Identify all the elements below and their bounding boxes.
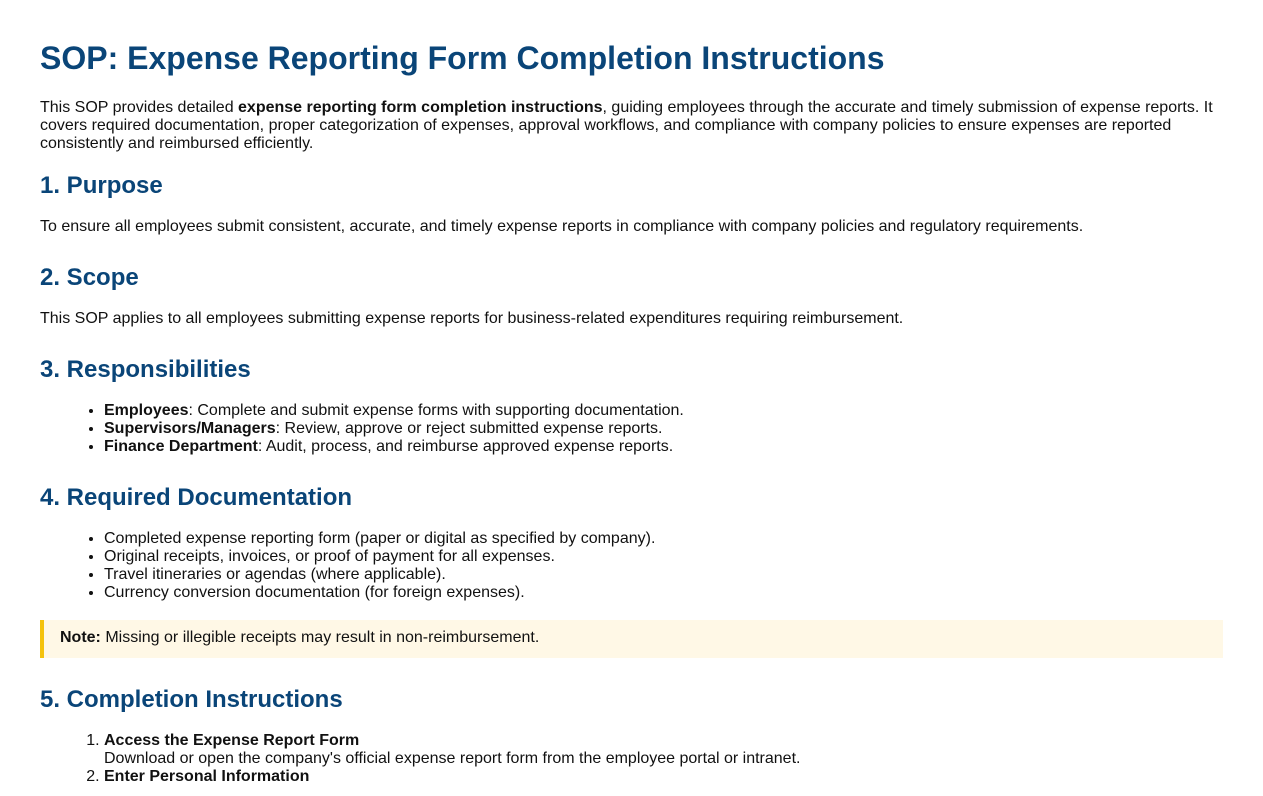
- instructions-list: [40, 732, 1223, 786]
- list-item: [104, 402, 1223, 420]
- list-item: • Original receipts, invoices, or proof of payment for all expenses.: [104, 548, 1223, 566]
- note-callout: [40, 620, 1223, 658]
- step-title: Access the Expense Report Form: [104, 732, 360, 749]
- page-title: SOP: Expense Reporting Form Completion Instructions: [40, 40, 885, 76]
- note-label: Note:: [60, 629, 101, 646]
- role-label: Employees: [104, 402, 189, 419]
- intro-text-end: , guiding employees through the accurate and timely submission of expense reports. It covers required documentation, proper categorization of expenses, approval workflows, and compliance with company policies to ensure expenses are reported consistently and reimbursed efficiently.: [40, 99, 1213, 152]
- list-item: • Completed expense reporting form (paper or digital as specified by company).: [104, 530, 1223, 548]
- purpose-text: To ensure all employees submit consistent, accurate, and timely expense reports in compliance with company policies and regulatory requirements.: [40, 218, 1084, 235]
- heading-responsibilities: 3. Responsibilities: [40, 356, 251, 383]
- note-text: Missing or illegible receipts may result in non-reimbursement.: [100, 629, 540, 646]
- role-description: : Review, approve or reject submitted expense reports.: [275, 420, 663, 437]
- intro-bold-phrase: expense reporting form completion instructions: [238, 99, 603, 116]
- heading-instructions: 5. Completion Instructions: [40, 686, 343, 713]
- list-item: [104, 420, 1223, 438]
- responsibilities-list: [40, 402, 1223, 456]
- heading-scope: 2. Scope: [40, 264, 139, 291]
- role-description: : Audit, process, and reimburse approved expense reports.: [257, 438, 674, 455]
- heading-purpose: 1. Purpose: [40, 172, 163, 199]
- heading-documentation: 4. Required Documentation: [40, 484, 353, 511]
- list-item: • Travel itineraries or agendas (where applicable).: [104, 566, 1223, 584]
- role-description: : Complete and submit expense forms with supporting documentation.: [188, 402, 684, 419]
- intro-text-start: This SOP provides detailed: [40, 99, 239, 116]
- intro-paragraph: [40, 99, 1223, 153]
- instruction-step: [104, 732, 1223, 768]
- instruction-step: [104, 768, 1223, 786]
- step-title: Enter Personal Information: [104, 768, 310, 785]
- documentation-list: [40, 530, 1223, 602]
- list-item: • Currency conversion documentation (for foreign expenses).: [104, 584, 1223, 602]
- scope-text: This SOP applies to all employees submitting expense reports for business-related expenditures requiring reimbursement.: [40, 310, 904, 327]
- list-item: [104, 438, 1223, 456]
- step-text: Download or open the company's official expense report form from the employee portal or intranet.: [104, 750, 801, 767]
- role-label: Supervisors/Managers: [104, 420, 276, 437]
- role-label: Finance Department: [104, 438, 258, 455]
